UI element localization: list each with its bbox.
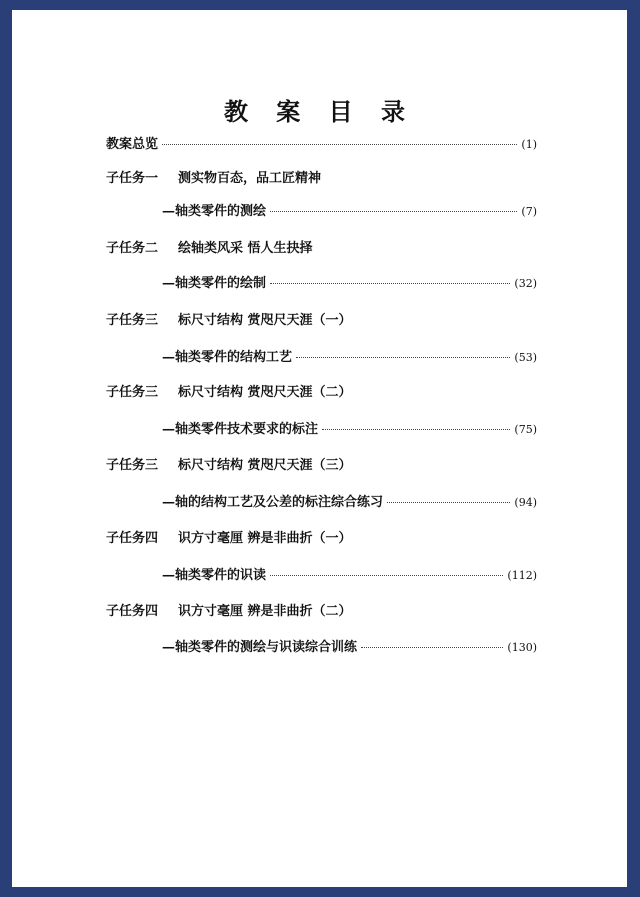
task-title: 绘轴类风采 悟人生抉择 [178,241,313,256]
toc-page-number: (7) [521,205,537,218]
task-label: 子任务四 [106,531,159,546]
task-title: 标尺寸结构 赏咫尺天涯（一） [178,313,352,328]
task-label: 子任务四 [106,604,159,619]
toc-page-number: (94) [514,496,537,509]
task-title: 标尺寸结构 赏咫尺天涯（二） [178,385,352,400]
subentry-text: —轴类零件技术要求的标注 [162,422,319,437]
task-label: 子任务三 [106,313,159,328]
dot-leader [361,647,503,648]
dot-leader [387,502,510,503]
dot-leader [296,357,510,358]
toc-subentry [162,636,537,655]
toc-task-heading [106,454,352,473]
task-title: 测实物百态，品工匠精神 [178,171,322,186]
toc-entry-text: 教案总览 [106,137,159,152]
dot-leader [270,575,503,576]
task-title: 标尺寸结构 赏咫尺天涯（三） [178,458,352,473]
toc-subentry [162,200,537,219]
toc-page-number: (75) [514,423,537,436]
toc-task-heading [106,527,352,546]
toc-page-number: (53) [514,351,537,364]
task-title: 识方寸毫厘 辨是非曲折（一） [178,531,352,546]
subentry-text: —轴类零件的结构工艺 [162,350,293,365]
toc-page-number: (130) [507,641,537,654]
toc-page-number: (112) [507,569,537,582]
toc-page-number: (1) [521,138,537,151]
subentry-text: —轴的结构工艺及公差的标注综合练习 [162,495,384,510]
toc-overview-entry [106,133,537,152]
toc-task-heading [106,381,352,400]
dot-leader [162,144,517,145]
toc-task-heading [106,309,352,328]
subentry-text: —轴类零件的绘制 [162,276,267,291]
task-label: 子任务三 [106,458,159,473]
dot-leader [322,429,510,430]
subentry-text: —轴类零件的测绘 [162,204,267,219]
toc-task-heading [106,600,352,619]
task-label: 子任务三 [106,385,159,400]
table-of-contents [12,10,627,887]
dot-leader [270,211,517,212]
task-label: 子任务二 [106,241,159,256]
subentry-text: —轴类零件的测绘与识读综合训练 [162,640,358,655]
toc-subentry [162,272,537,291]
toc-task-heading [106,237,313,256]
toc-page-number: (32) [514,277,537,290]
toc-subentry [162,564,537,583]
task-title: 识方寸毫厘 辨是非曲折（二） [178,604,352,619]
toc-subentry [162,418,537,437]
toc-subentry [162,491,537,510]
page-title: 教 案 目 录 [223,98,416,126]
toc-task-heading [106,167,321,186]
task-label: 子任务一 [106,171,159,186]
subentry-text: —轴类零件的识读 [162,568,267,583]
document-page [12,10,627,887]
toc-subentry [162,346,537,365]
dot-leader [270,283,510,284]
